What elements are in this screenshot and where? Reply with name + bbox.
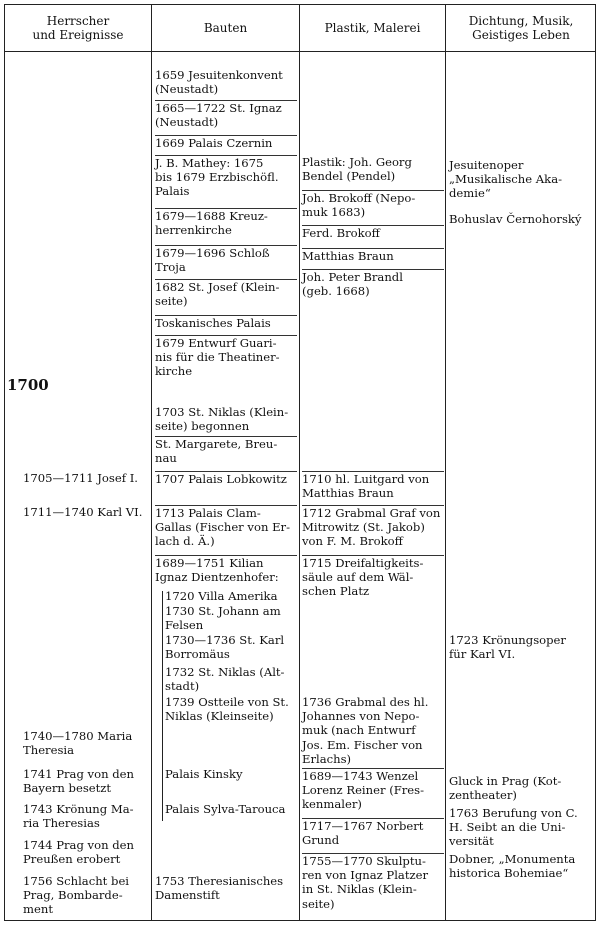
event-bayern: 1741 Prag von den Bayern besetzt — [23, 767, 134, 796]
art-entry: Joh. Peter Brandl (geb. 1668) — [302, 269, 444, 298]
header-text: Herrscher und Ereignisse — [32, 14, 124, 42]
year-1700: 1700 — [7, 376, 49, 394]
event-preussen: 1744 Prag von den Preußen erobert — [23, 838, 134, 867]
column-divider — [151, 5, 152, 920]
art-entry: Plastik: Joh. Georg Bendel (Pendel) — [302, 155, 412, 184]
art-entry: 1736 Grabmal des hl. Johannes von Nepo- muk (nach Entwurf Jos. Em. Fischer von Erlachs) — [302, 695, 429, 766]
art-entry: Ferd. Brokoff — [302, 225, 444, 240]
building-entry: 1665—1722 St. Ignaz (Neustadt) — [155, 100, 297, 129]
header-rulers-events — [5, 7, 151, 49]
building-entry: 1682 St. Josef (Klein- seite) — [155, 279, 297, 308]
building-entry: Palais Sylva-Tarouca — [165, 802, 286, 816]
building-entry: 1720 Villa Amerika — [165, 589, 278, 603]
art-entry: 1712 Grabmal Graf von Mitrowitz (St. Jakob) von F. M. Brokoff — [302, 505, 444, 549]
culture-entry: 1723 Krönungsoper für Karl VI. — [449, 633, 566, 662]
header-text: Bauten — [203, 21, 248, 35]
event-josef: 1705—1711 Josef I. — [23, 471, 138, 485]
chronology-table — [4, 4, 596, 921]
building-entry: 1707 Palais Lobkowitz — [155, 471, 297, 486]
building-entry: J. B. Mathey: 1675 bis 1679 Erzbischöfl. Palais — [155, 155, 297, 199]
building-entry: St. Margarete, Breu- nau — [155, 436, 297, 465]
event-maria-theresia: 1740—1780 Maria Theresia — [23, 729, 133, 758]
culture-entry: Gluck in Prag (Kot- zentheater) — [449, 774, 562, 803]
building-entry: 1730—1736 St. Karl Borromäus — [165, 633, 285, 662]
building-entry: 1679 Entwurf Guari- nis für die Theatiner- kirche — [155, 335, 297, 379]
art-entry: 1715 Dreifaltigkeits- säule auf dem Wäl- schen Platz — [302, 555, 444, 599]
event-schlacht: 1756 Schlacht bei Prag, Bombarde- ment — [23, 874, 130, 917]
header-buildings — [152, 7, 299, 49]
column-divider — [299, 5, 300, 920]
header-literature-music — [446, 7, 596, 49]
art-entry: Matthias Braun — [302, 248, 444, 263]
header-sculpture-painting — [300, 7, 445, 49]
art-entry: 1689—1743 Wenzel Lorenz Reiner (Fres- kenmaler) — [302, 768, 444, 812]
art-entry: 1710 hl. Luitgard von Matthias Braun — [302, 471, 444, 500]
culture-entry: Dobner, „Monumenta historica Bohemiae“ — [449, 852, 576, 881]
building-entry: Toskanisches Palais — [155, 315, 297, 330]
header-divider — [5, 51, 595, 52]
building-entry: 1659 Jesuitenkonvent (Neustadt) — [155, 68, 283, 97]
building-entry: 1669 Palais Czernin — [155, 135, 297, 150]
art-entry: 1717—1767 Norbert Grund — [302, 818, 444, 847]
dientzenhofer-bracket — [162, 591, 163, 821]
building-entry: 1739 Ostteile von St. Niklas (Kleinseite) — [165, 695, 289, 724]
building-entry: 1679—1688 Kreuz- herrenkirche — [155, 208, 297, 237]
building-entry: 1732 St. Niklas (Alt- stadt) — [165, 665, 285, 694]
column-divider — [445, 5, 446, 920]
building-entry: 1730 St. Johann am Felsen — [165, 604, 281, 633]
art-entry: 1755—1770 Skulptu- ren von Ignaz Platzer in St. Niklas (Klein- seite) — [302, 853, 444, 911]
building-entry: 1689—1751 Kilian Ignaz Dientzenhofer: — [155, 555, 297, 584]
culture-entry: 1763 Berufung von C. H. Seibt an die Uni- versität — [449, 806, 578, 849]
building-entry: 1753 Theresianisches Damenstift — [155, 874, 284, 903]
art-entry: Joh. Brokoff (Nepo- muk 1683) — [302, 190, 444, 219]
building-entry: Palais Kinsky — [165, 767, 243, 781]
header-text: Plastik, Malerei — [324, 21, 421, 35]
culture-entry: Jesuitenoper „Musikalische Aka- demie“ — [449, 158, 563, 201]
event-karl: 1711—1740 Karl VI. — [23, 505, 143, 519]
header-text: Dichtung, Musik, Geistiges Leben — [468, 14, 574, 42]
building-entry: 1703 St. Niklas (Klein- seite) begonnen — [155, 405, 289, 434]
building-entry: 1713 Palais Clam- Gallas (Fischer von Er- lach d. Ä.) — [155, 505, 297, 549]
culture-entry: Bohuslav Černohorský — [449, 212, 582, 226]
event-kroenung: 1743 Krönung Ma- ria Theresias — [23, 802, 134, 831]
building-entry: 1679—1696 Schloß Troja — [155, 245, 297, 274]
